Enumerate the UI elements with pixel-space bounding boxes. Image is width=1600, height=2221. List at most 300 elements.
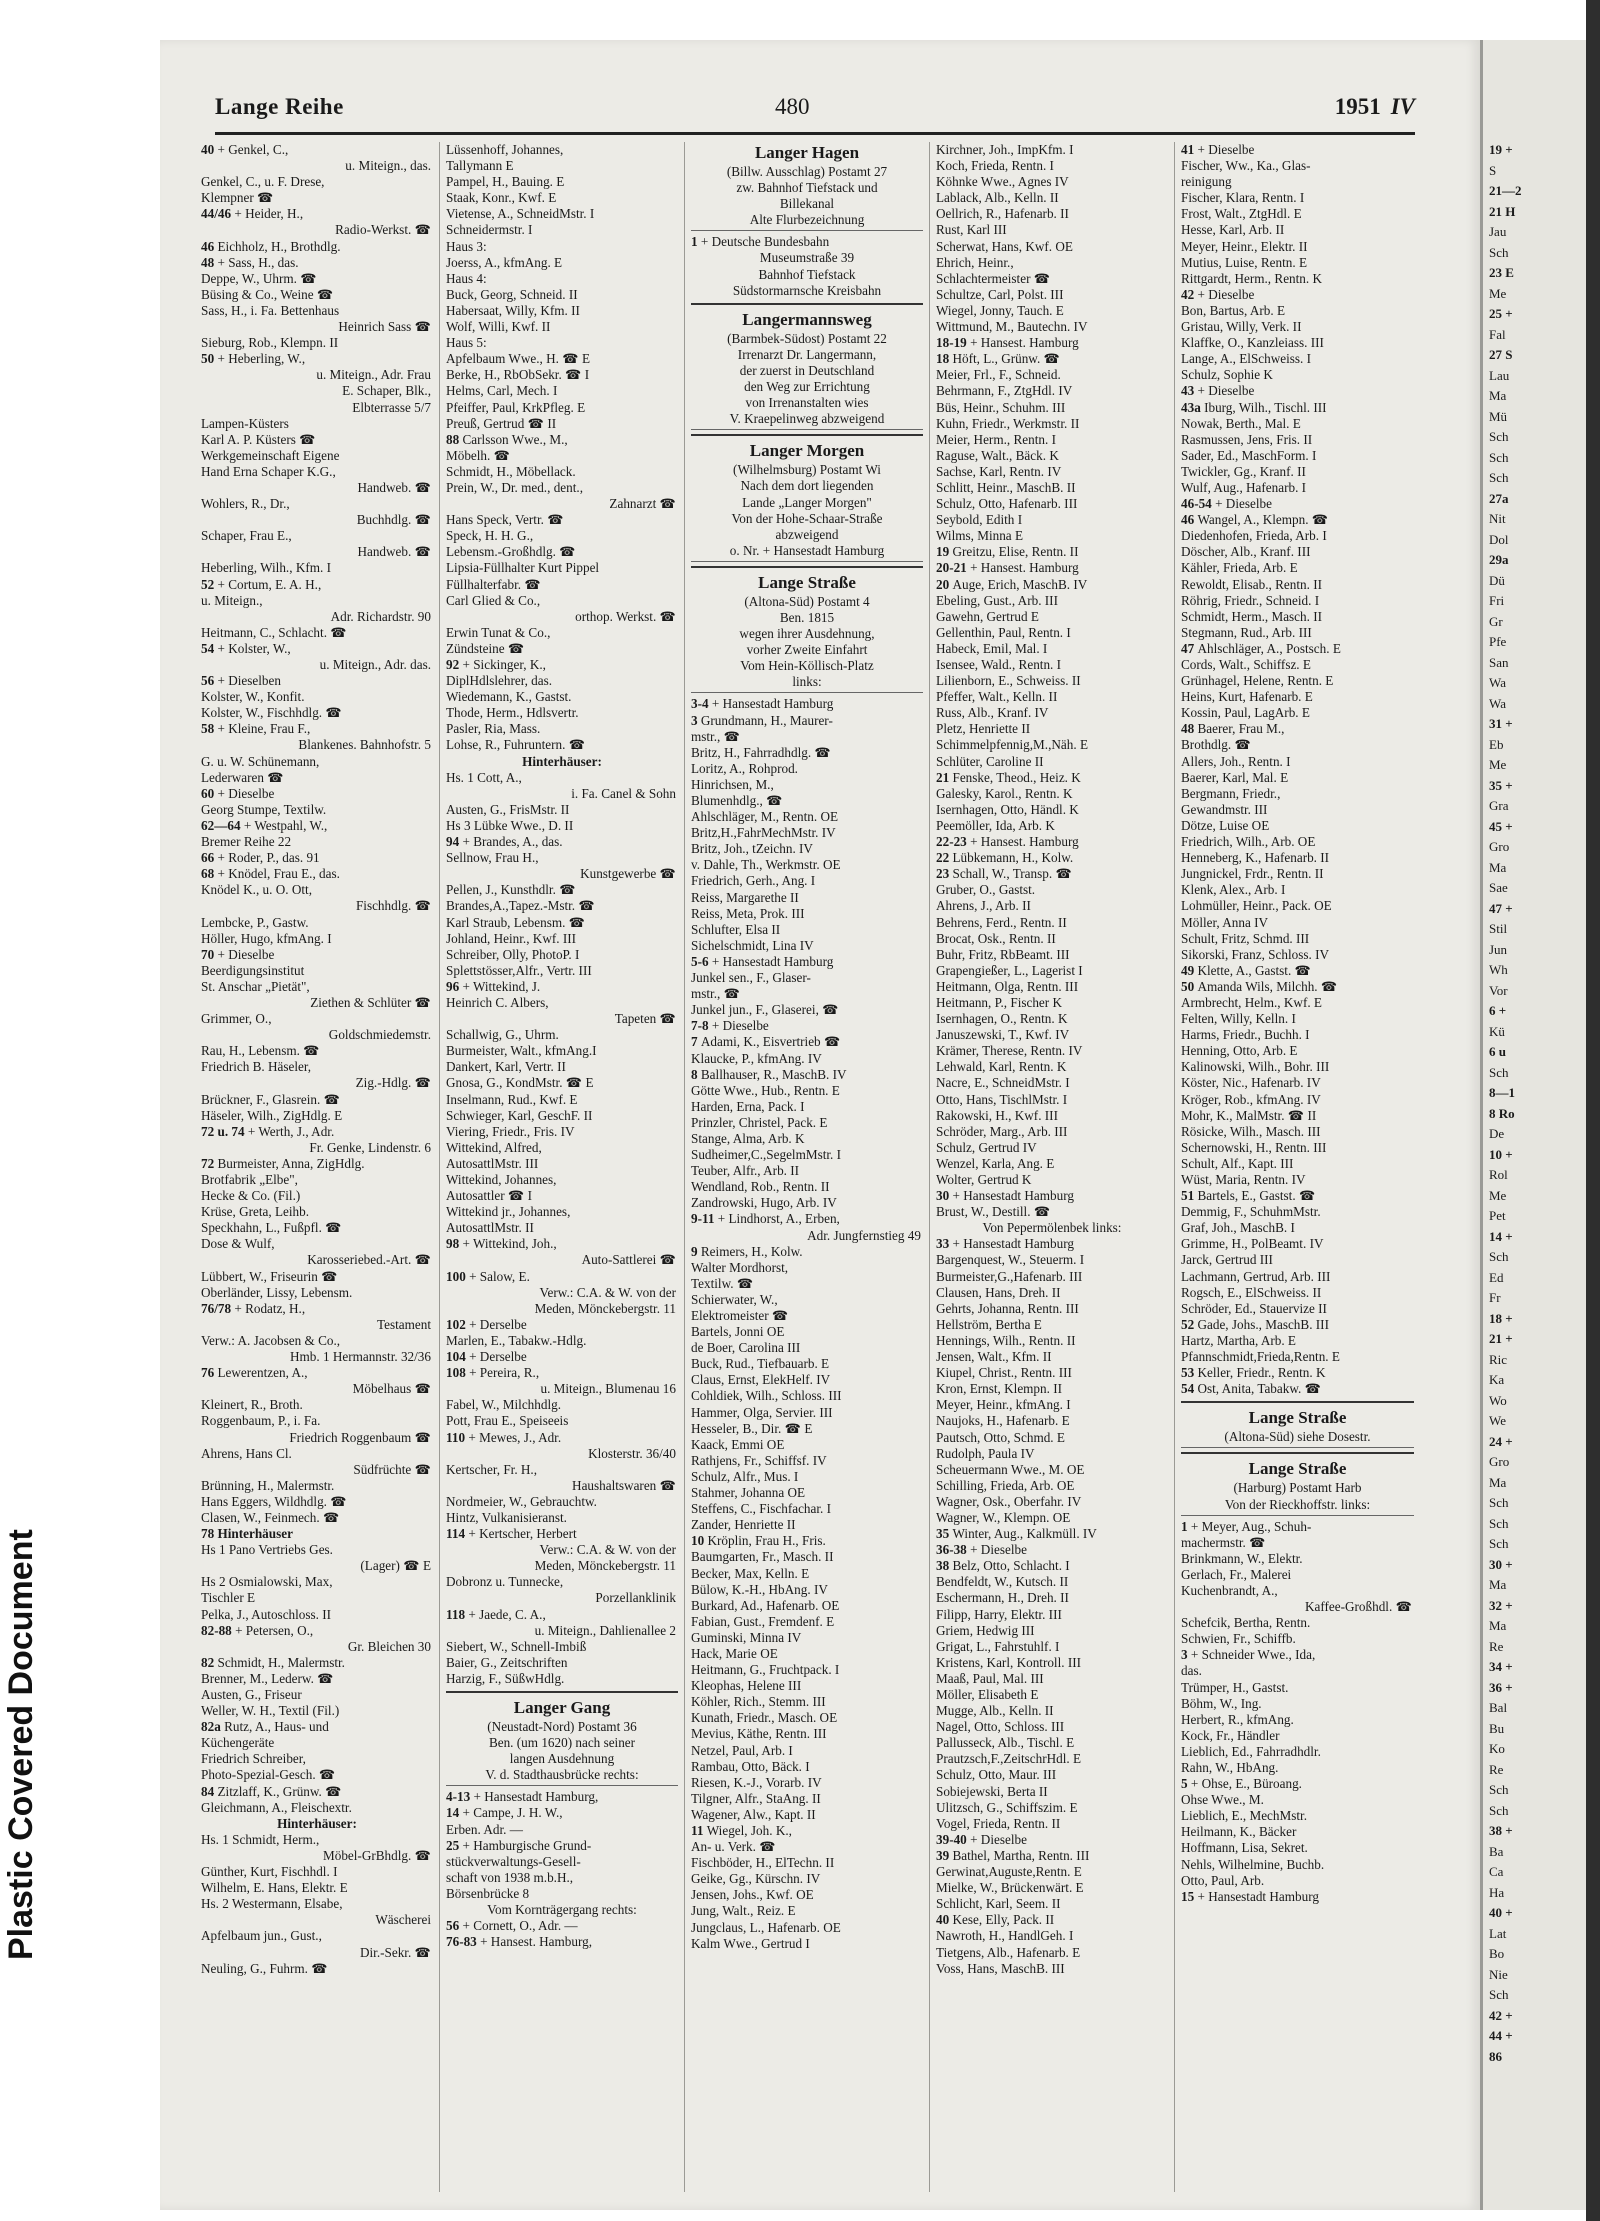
directory-entry: [936, 528, 1168, 544]
house-number: 76/78: [201, 1300, 235, 1316]
entry-text: Helms, Carl, Mech. I: [446, 383, 558, 399]
directory-entry: [936, 400, 1168, 416]
entry-text: Hand Erna Schaper K.G.,: [201, 463, 336, 479]
entry-text: Siebert, W., Schnell-Imbiß: [446, 1638, 587, 1654]
directory-entry: [446, 222, 678, 238]
directory-entry: [446, 174, 678, 190]
directory-entry: [446, 528, 678, 544]
entry-text: Photo-Spezial-Gesch. ☎: [201, 1767, 336, 1783]
directory-entry: [936, 1687, 1168, 1703]
entry-text: Börsenbrücke 8: [446, 1885, 530, 1901]
house-number: 5-6: [691, 953, 712, 969]
entry-text: Koch, Frieda, Rentn. I: [936, 158, 1054, 174]
house-number: 102: [446, 1316, 470, 1332]
directory-entry: [446, 786, 678, 802]
directory-entry: [1181, 1172, 1414, 1188]
directory-entry: [1181, 1043, 1414, 1059]
directory-entry: [936, 1639, 1168, 1655]
directory-entry: [201, 786, 433, 802]
entry-text: Zitzlaff, K., Grünw. ☎: [217, 1783, 342, 1799]
entry-text: Wittekind jr., Johannes,: [446, 1204, 571, 1220]
entry-text: Buchhdlg. ☎: [356, 512, 431, 528]
entry-text: Eichholz, H., Brothdlg.: [217, 238, 341, 254]
entry-text: Verw.: C.A. & W. von der: [539, 1542, 676, 1558]
entry-text: Grimmer, O.,: [201, 1011, 272, 1027]
directory-entry: [201, 593, 433, 609]
directory-entry: [691, 1131, 923, 1147]
entry-text: Haus 3:: [446, 238, 487, 254]
adjacent-page-fragment-line: Me: [1489, 757, 1507, 772]
directory-entry: [201, 1784, 433, 1800]
directory-entry: [201, 818, 433, 834]
entry-text: Wohlers, R., Dr.,: [201, 496, 290, 512]
entry-text: + Roder, P., das. 91: [217, 850, 320, 866]
entry-text: Rittgardt, Herm., Rentn. K: [1181, 270, 1323, 286]
entry-text: Lübbert, W., Friseurin ☎: [201, 1268, 338, 1284]
entry-text: Prein, W., Dr. med., dent.,: [446, 479, 583, 495]
directory-entry: [936, 1236, 1168, 1252]
adjacent-page-fragment-line: 45 +: [1489, 818, 1513, 834]
entry-text: Schlufter, Elsa II: [691, 921, 781, 937]
section-divider: [446, 1785, 678, 1786]
adjacent-page-fragment-line: We: [1489, 1413, 1506, 1428]
directory-entry: [936, 882, 1168, 898]
directory-entry: [446, 721, 678, 737]
entry-text: Lachmann, Gertrud, Arb. III: [1181, 1268, 1331, 1284]
adjacent-page-fragment-line: 18 +: [1489, 1310, 1513, 1326]
entry-text: Südstormarnsche Kreisbahn: [732, 282, 882, 298]
entry-text: + Cortum, E. A. H.,: [217, 576, 322, 592]
entry-text: Schlüter, Caroline II: [936, 753, 1044, 769]
entry-text: Pelka, J., Autoschloss. II: [201, 1606, 332, 1622]
directory-entry: [201, 1735, 433, 1751]
directory-entry: [201, 1880, 433, 1896]
house-number: 82: [201, 1654, 218, 1670]
directory-entry: [936, 1317, 1168, 1333]
directory-entry: [936, 1027, 1168, 1043]
entry-text: Brünning, H., Malermstr.: [201, 1477, 335, 1493]
directory-entry: [446, 947, 678, 963]
adjacent-page-fragment-line: 40 +: [1489, 1905, 1513, 1920]
entry-text: Fischböder, H., ElTechn. II: [691, 1855, 835, 1871]
house-number: 62—64: [201, 817, 244, 833]
directory-entry: [446, 239, 678, 255]
entry-text: Kunstgewerbe ☎: [580, 866, 676, 882]
directory-entry: [201, 206, 433, 222]
entry-text: orthop. Werkst. ☎: [575, 608, 676, 624]
directory-entry: [691, 1839, 923, 1855]
entry-text: Henneberg, K., Hafenarb. II: [1181, 850, 1330, 866]
directory-entry: [446, 1446, 678, 1462]
adjacent-page-fragment-line: 6 +: [1489, 1003, 1507, 1018]
entry-text: + Westpahl, W.,: [243, 817, 328, 833]
entry-text: Handweb. ☎: [357, 479, 431, 495]
directory-entry: [1181, 496, 1414, 512]
directory-entry: [201, 1172, 433, 1188]
directory-entry: [691, 729, 923, 745]
entry-text: Hs 1 Pano Vertriebs Ges.: [201, 1542, 333, 1558]
house-number: 7-8: [691, 1018, 712, 1034]
directory-entry: [446, 754, 678, 770]
directory-entry: [936, 190, 1168, 206]
entry-text: + Wittekind, J.: [462, 978, 541, 994]
directory-entry: [201, 770, 433, 786]
entry-text: Walter Mordhorst,: [691, 1259, 789, 1275]
entry-text: Lehwald, Karl, Rentn. K: [936, 1059, 1067, 1075]
entry-text: + Heberling, W.,: [217, 351, 306, 367]
house-number: 41: [1181, 142, 1198, 157]
entry-text: Inselmann, Rud., Kwf. E: [446, 1091, 578, 1107]
directory-entry: [1181, 1776, 1414, 1792]
directory-entry: [201, 1317, 433, 1333]
entry-text: Kock, Fr., Händler: [1181, 1727, 1280, 1743]
entry-text: Kirchner, Joh., ImpKfm. I: [936, 142, 1074, 157]
entry-text: Pellen, J., Kunsthdlr. ☎: [446, 882, 576, 898]
adjacent-page-fragment-line: 25 +: [1489, 306, 1513, 321]
entry-text: Gleichmann, A., Fleischextr.: [201, 1799, 352, 1815]
street-section-description: den Weg zur Errichtung: [744, 379, 870, 395]
entry-text: Apfelbaum Wwe., H. ☎ E: [446, 351, 590, 367]
directory-entry: [1181, 1059, 1414, 1075]
directory-entry: [446, 1269, 678, 1285]
directory-entry: [691, 954, 923, 970]
directory-entry: [446, 400, 678, 416]
directory-entry: [201, 1751, 433, 1767]
adjacent-page-fragment-line: Ma: [1489, 1474, 1507, 1490]
street-section-description: o. Nr. + Hansestadt Hamburg: [729, 542, 885, 558]
directory-entry: [691, 1549, 923, 1565]
adjacent-page-fragment-line: 8 Ro: [1489, 1105, 1515, 1121]
entry-text: Carl Glied & Co.,: [446, 592, 541, 608]
entry-text: Kolster, W., Fischhdlg. ☎: [201, 705, 342, 721]
directory-entry: [691, 938, 923, 954]
directory-entry: [691, 1630, 923, 1646]
directory-entry: [936, 1558, 1168, 1574]
directory-entry: [936, 1108, 1168, 1124]
header-volume: IV: [1390, 94, 1415, 119]
entry-text: Schmidt, H., Malermstr.: [217, 1654, 345, 1670]
adjacent-page-fragment-line: 30 +: [1489, 1556, 1513, 1572]
entry-text: Wenzel, Karla, Ang. E: [936, 1155, 1055, 1171]
entry-text: Joerss, A., kfmAng. E: [446, 254, 563, 270]
entry-text: Weller, W. H., Textil (Fil.): [201, 1703, 340, 1719]
directory-entry: [201, 866, 433, 882]
entry-text: Ohse Wwe., M.: [1181, 1792, 1264, 1808]
directory-entry: [936, 1945, 1168, 1961]
entry-text: Klosterstr. 36/40: [588, 1445, 676, 1461]
directory-entry: [1181, 1567, 1414, 1583]
directory-entry: [201, 1639, 433, 1655]
entry-text: Burmeister, Walt., kfmAng.I: [446, 1043, 597, 1059]
adjacent-page-fragment-line: Sch: [1489, 1064, 1509, 1080]
directory-entry: [1181, 528, 1414, 544]
entry-text: + Hansestadt Hamburg: [711, 953, 834, 969]
entry-text: Nowak, Berth., Mal. E: [1181, 415, 1301, 431]
entry-text: + Dieselbe: [217, 946, 275, 962]
directory-entry: [1181, 1824, 1414, 1840]
entry-text: Museumstraße 39: [759, 250, 855, 266]
directory-entry: [446, 512, 678, 528]
entry-text: Porzellanklinik: [595, 1590, 676, 1606]
entry-text: Januszewski, T., Kwf. IV: [936, 1027, 1070, 1043]
directory-entry: [691, 1195, 923, 1211]
house-number: 52: [201, 576, 218, 592]
directory-entry: [936, 560, 1168, 576]
directory-entry: [691, 1501, 923, 1517]
directory-entry: [691, 1211, 923, 1227]
directory-entry: [691, 1598, 923, 1614]
directory-entry: [446, 158, 678, 174]
adjacent-page-fragment-line: Gro: [1489, 1454, 1510, 1469]
house-number: 46-54: [1181, 496, 1216, 512]
entry-text: Steffens, C., Fischfachar. I: [691, 1501, 832, 1517]
entry-text: + Dieselbe: [1197, 286, 1255, 302]
adjacent-page-fragment-line: 27 S: [1489, 347, 1513, 362]
entry-text: + Salow, E.: [469, 1268, 530, 1284]
directory-entry: [1181, 1857, 1414, 1873]
entry-text: + Hansest. Hamburg,: [480, 1934, 593, 1950]
entry-text: Twickler, Gg., Kranf. II: [1181, 463, 1306, 479]
entry-text: Heitmann, G., Fruchtpack. I: [691, 1662, 840, 1678]
entry-text: Bartels, E., Gastst. ☎: [1197, 1188, 1316, 1204]
entry-text: Zahnarzt ☎: [609, 496, 676, 512]
adjacent-page-fragment-line: Jun: [1489, 941, 1508, 957]
entry-text: Buck, Rud., Tiefbauarb. E: [691, 1356, 830, 1372]
directory-entry: [201, 1800, 433, 1816]
entry-text: Scheuermann Wwe., M. OE: [936, 1461, 1085, 1477]
directory-entry: [1181, 1647, 1414, 1663]
directory-entry: [1181, 544, 1414, 560]
adjacent-page-fragment-line: 24 +: [1489, 1433, 1513, 1449]
entry-text: Mugge, Alb., Kelln. II: [936, 1703, 1054, 1719]
directory-entry: [691, 1903, 923, 1919]
directory-entry: [691, 745, 923, 761]
entry-text: Testament: [376, 1316, 431, 1332]
directory-entry: [691, 1614, 923, 1630]
entry-text: Mielke, W., Brückenwärt. E: [936, 1880, 1084, 1896]
adjacent-page-fragment-line: Sch: [1489, 1495, 1509, 1510]
directory-entry: [201, 721, 433, 737]
adjacent-page-fragment-line: Ma: [1489, 1618, 1507, 1633]
entry-text: Wagner, Osk., Oberfahr. IV: [936, 1493, 1082, 1509]
entry-text: + Hansestadt Hamburg: [952, 1188, 1074, 1204]
entry-text: Genkel, C., u. F. Drese,: [201, 174, 325, 190]
house-number: 82a: [201, 1719, 225, 1735]
entry-text: Schimmelpfennig,M.,Näh. E: [936, 737, 1088, 753]
directory-entry: [1181, 705, 1414, 721]
directory-entry: [936, 206, 1168, 222]
directory-entry: [936, 1542, 1168, 1558]
directory-entry: [691, 234, 923, 250]
entry-text: Ebeling, Gust., Arb. III: [936, 592, 1058, 608]
directory-entry: [446, 1188, 678, 1204]
entry-text: u. Miteign.,: [201, 592, 263, 608]
directory-entry: [201, 1928, 433, 1944]
entry-text: Götte Wwe., Hub., Rentn. E: [691, 1082, 840, 1098]
entry-text: Auge, Erich, MaschB. IV: [952, 576, 1088, 592]
directory-entry: [691, 1533, 923, 1549]
entry-text: Kleinert, R., Broth.: [201, 1397, 303, 1413]
directory-entry: [1181, 850, 1414, 866]
directory-entry: [1181, 1792, 1414, 1808]
directory-entry: [201, 1832, 433, 1848]
entry-text: Schultze, Carl, Polst. III: [936, 286, 1064, 302]
entry-text: Hecke & Co. (Fil.): [201, 1188, 301, 1204]
entry-text: Johland, Heinr., Kwf. III: [446, 930, 577, 946]
entry-text: Scherwat, Hans, Kwf. OE: [936, 238, 1073, 254]
directory-entry: [691, 1034, 923, 1050]
house-number: 52: [1181, 1316, 1198, 1332]
house-number: 5: [1181, 1776, 1191, 1792]
entry-text: Bartels, Jonni OE: [691, 1324, 785, 1340]
directory-entry: [1181, 255, 1414, 271]
directory-entry: [691, 1823, 923, 1839]
directory-entry: [1181, 1889, 1414, 1905]
entry-text: Friedrich Roggenbaum ☎: [289, 1429, 431, 1445]
adjacent-page-fragment-line: 19 +: [1489, 142, 1513, 157]
directory-entry: [936, 1767, 1168, 1783]
adjacent-page-fragment-line: Ko: [1489, 1741, 1505, 1756]
directory-entry: [201, 1961, 433, 1977]
directory-entry: [691, 1276, 923, 1292]
house-number: 84: [201, 1783, 218, 1799]
directory-entry: [446, 1220, 678, 1236]
entry-text: Kleophas, Helene III: [691, 1678, 802, 1694]
directory-entry: [936, 1349, 1168, 1365]
entry-text: Prinzler, Christel, Pack. E: [691, 1114, 828, 1130]
directory-entry: [1181, 1615, 1414, 1631]
directory-entry: [446, 271, 678, 287]
entry-text: Kristens, Karl, Kontroll. III: [936, 1654, 1082, 1670]
street-section-title: Lange Straße: [1181, 1452, 1414, 1480]
entry-text: Sobiejewski, Berta II: [936, 1783, 1048, 1799]
directory-entry: [201, 1043, 433, 1059]
entry-text: Prautzsch,F.,ZeitschrHdl. E: [936, 1751, 1082, 1767]
entry-text: Wolf, Willi, Kwf. II: [446, 319, 551, 335]
street-section-title: Langermannsweg: [691, 303, 923, 331]
entry-text: Lange, A., ElSchweiss. I: [1181, 351, 1312, 367]
directory-entry: [691, 1099, 923, 1115]
entry-text: Auto-Sattlerei ☎: [581, 1252, 676, 1268]
entry-text: + Hansestadt Hamburg: [952, 1236, 1074, 1252]
adjacent-page-fragment-line: Wa: [1489, 695, 1506, 711]
street-section-description: V. Kraepelinweg abzweigend: [729, 411, 885, 427]
directory-entry: [1181, 512, 1414, 528]
entry-text: Seybold, Edith I: [936, 512, 1023, 528]
entry-text: Buhr, Fritz, RbBeamt. III: [936, 946, 1070, 962]
entry-text: Kuchenbrandt, A.,: [1181, 1582, 1278, 1598]
entry-text: Fr. Genke, Lindenstr. 6: [309, 1139, 431, 1155]
directory-entry: [1181, 1285, 1414, 1301]
adjacent-page-fragment-line: Ma: [1489, 1577, 1507, 1592]
entry-text: Pletz, Henriette II: [936, 721, 1031, 737]
entry-text: + Dieselbe: [970, 1542, 1027, 1558]
directory-entry: [691, 857, 923, 873]
entry-text: Krüse, Greta, Leihb.: [201, 1204, 310, 1220]
entry-text: Rambau, Otto, Bäck. I: [691, 1758, 810, 1774]
entry-text: Wäscherei: [375, 1912, 431, 1928]
entry-text: + Derselbe: [469, 1316, 527, 1332]
directory-entry: [936, 1848, 1168, 1864]
entry-text: + Dieselbe: [217, 785, 275, 801]
directory-entry: [446, 1059, 678, 1075]
entry-text: Wilhelm, E. Hans, Elektr. E: [201, 1880, 348, 1896]
entry-text: Iburg, Wilh., Tischl. III: [1204, 399, 1327, 415]
directory-entry: [936, 802, 1168, 818]
entry-text: Hmb. 1 Hermannstr. 32/36: [289, 1349, 431, 1365]
adjacent-page-fragment-line: Lau: [1489, 367, 1510, 383]
entry-text: Reimers, H., Kolw.: [700, 1243, 803, 1259]
adjacent-page-fragment-line: Ric: [1489, 1351, 1508, 1367]
directory-entry: [936, 1510, 1168, 1526]
entry-text: Schlitt, Heinr., MaschB. II: [936, 479, 1076, 495]
directory-column: [195, 142, 440, 2192]
directory-entry: [1181, 1696, 1414, 1712]
entry-text: Kertscher, Fr. H.,: [446, 1461, 538, 1477]
adjacent-page-fragment-line: Gro: [1489, 839, 1510, 854]
directory-entry: [201, 464, 433, 480]
entry-text: DiplHdlslehrer, das.: [446, 673, 553, 689]
entry-text: Handweb. ☎: [357, 544, 431, 560]
directory-entry: [936, 351, 1168, 367]
directory-entry: [1181, 432, 1414, 448]
directory-entry: [1181, 1663, 1414, 1679]
entry-text: Adr. Jungfernstieg 49: [807, 1227, 921, 1243]
directory-entry: [446, 1478, 678, 1494]
house-number: 96: [446, 978, 463, 994]
section-divider: [1181, 1515, 1414, 1516]
directory-entry: [201, 1848, 433, 1864]
directory-entry: [1181, 1156, 1414, 1172]
entry-text: Kröger, Rob., kfmAng. IV: [1181, 1091, 1321, 1107]
entry-text: Nagel, Otto, Schloss. III: [936, 1719, 1065, 1735]
directory-entry: [201, 1671, 433, 1687]
entry-text: Schröder, Marg., Arb. III: [936, 1123, 1068, 1139]
entry-text: Schaper, Frau E.,: [201, 528, 292, 544]
directory-entry: [691, 1582, 923, 1598]
directory-entry: [936, 448, 1168, 464]
directory-entry: [201, 1011, 433, 1027]
directory-entry: [201, 1816, 433, 1832]
entry-text: u. Miteign., Adr. Frau: [316, 367, 431, 383]
house-number: 46: [1181, 512, 1198, 528]
section-divider: [691, 429, 923, 430]
directory-entry: [1181, 770, 1414, 786]
entry-text: + Deutsche Bundesbahn: [700, 234, 830, 250]
directory-entry: [936, 319, 1168, 335]
entry-text: Ziethen & Schlüter ☎: [310, 994, 431, 1010]
house-number: 40: [201, 142, 218, 157]
entry-text: + Hansest. Hamburg: [970, 335, 1079, 351]
house-number: 23: [936, 866, 953, 882]
entry-text: + Hansest. Hamburg: [970, 834, 1079, 850]
house-number: 3: [1181, 1647, 1191, 1663]
directory-entry: [1181, 206, 1414, 222]
directory-entry: [691, 890, 923, 906]
directory-entry: [446, 1365, 678, 1381]
house-number: 104: [446, 1349, 470, 1365]
directory-entry: [446, 303, 678, 319]
directory-entry: [691, 1179, 923, 1195]
house-number: 22: [936, 850, 953, 866]
header-street: Lange Reihe: [215, 94, 344, 119]
directory-entry: [201, 834, 433, 850]
adjacent-page-fragment: [1480, 40, 1600, 2210]
directory-entry: [691, 1421, 923, 1437]
scan-edge: [1586, 0, 1600, 2221]
entry-text: Loritz, A., Rohprod.: [691, 760, 798, 776]
entry-text: Elbterrasse 5/7: [352, 399, 431, 415]
